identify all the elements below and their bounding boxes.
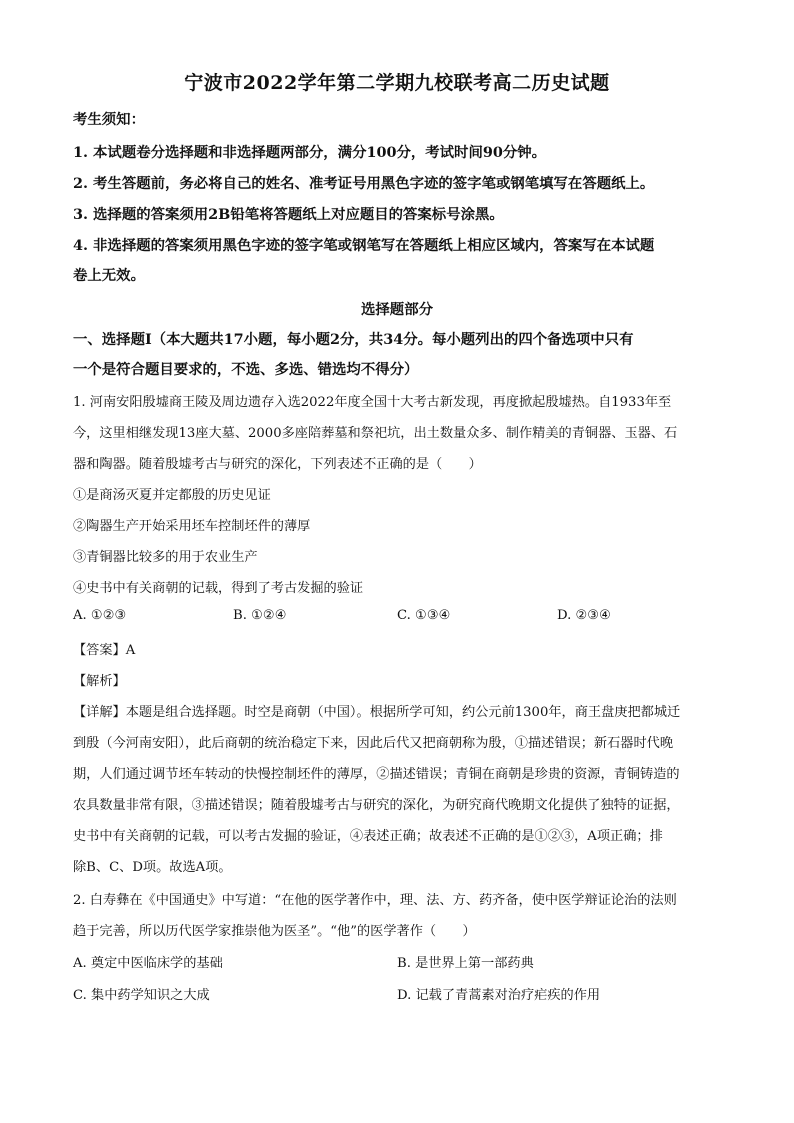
q2-stem-line: 趋于完善，所以历代医学家推崇他为医圣”。“他”的医学著作（ ）: [73, 924, 476, 939]
q1-detail-line: 期，人们通过调节坯车转动的快慢控制坯件的薄厚，②描述错误；青铜在商朝是珍贵的资源，青铜铸造的: [73, 767, 680, 782]
q1-stem-line: 1. 河南安阳殷墟商王陵及周边遗存入选2022年度全国十大考古新发现，再度掀起殷墟热。自1933年至: [73, 395, 672, 410]
exam-title: 宁波市2022学年第二学期九校联考高二历史试题: [184, 72, 610, 94]
q1-option-b: B. ①②④: [233, 608, 287, 623]
notice-item-2: 2. 考生答题前，务必将自己的姓名、准考证号用黑色字迹的签字笔或钢笔填写在答题纸上。: [73, 175, 655, 192]
q1-statement-4: ④史书中有关商朝的记载，得到了考古发掘的验证: [73, 581, 364, 596]
q1-statement-3: ③青铜器比较多的用于农业生产: [73, 550, 258, 565]
q1-detail-line: 史书中有关商朝的记载，可以考古发掘的验证，④表述正确；故表述不正确的是①②③，A项正确；排: [73, 829, 663, 844]
q1-stem-line: 器和陶器。随着殷墟考古与研究的深化，下列表述不正确的是（ ）: [73, 457, 482, 472]
part1-instructions: 一、选择题Ⅰ（本大题共17小题，每小题2分，共34分。每小题列出的四个备选项中只有: [73, 331, 634, 348]
notice-item-4-cont: 卷上无效。: [73, 267, 145, 284]
q1-detail-line: 到殷（今河南安阳），此后商朝的统治稳定下来，因此后代又把商朝称为殷，①描述错误；新石器时代晚: [73, 736, 674, 751]
q1-analysis-label: 【解析】: [73, 674, 126, 689]
part1-instructions-cont: 一个是符合题目要求的，不选、多选、错选均不得分）: [73, 361, 419, 378]
notice-item-1: 1. 本试题卷分选择题和非选择题两部分，满分100分，考试时间90分钟。: [73, 144, 547, 161]
notice-header: 考生须知：: [73, 111, 145, 128]
q2-option-d: D. 记载了青蒿素对治疗疟疾的作用: [397, 988, 601, 1003]
q2-stem-line: 2. 白寿彝在《中国通史》中写道：“在他的医学著作中，理、法、方、药齐备，使中医学辩证论治的法则: [73, 893, 677, 908]
q1-option-c: C. ①③④: [397, 608, 451, 623]
answer-label: 【答案】: [73, 643, 126, 658]
q1-detail-line: 【详解】本题是组合选择题。时空是商朝（中国）。根据所学可知，约公元前1300年，商王盘庚把都城迁: [73, 705, 681, 720]
q2-option-c: C. 集中药学知识之大成: [73, 988, 210, 1003]
q1-statement-2: ②陶器生产开始采用坯车控制坯件的薄厚: [73, 519, 311, 534]
q1-option-d: D. ②③④: [557, 608, 611, 623]
notice-item-4: 4. 非选择题的答案须用黑色字迹的签字笔或钢笔写在答题纸上相应区域内，答案写在本试题: [73, 237, 655, 254]
q1-option-a: A. ①②③: [73, 608, 127, 623]
section-title: 选择题部分: [361, 301, 433, 318]
q1-stem-line: 今，这里相继发现13座大墓、2000多座陪葬墓和祭祀坑，出土数量众多、制作精美的青铜器、玉器、石: [73, 426, 678, 441]
q1-statement-1: ①是商汤灭夏并定都殷的历史见证: [73, 488, 271, 503]
q1-answer: [73, 639, 733, 658]
q1-detail-line: 农具数量非常有限，③描述错误；随着殷墟考古与研究的深化，为研究商代晚期文化提供了独特的证据，: [73, 798, 680, 813]
notice-item-3: 3. 选择题的答案须用2B铅笔将答题纸上对应题目的答案标号涂黑。: [73, 206, 504, 223]
q2-option-a: A. 奠定中医临床学的基础: [73, 956, 223, 971]
q2-option-b: B. 是世界上第一部药典: [397, 956, 534, 971]
answer-value: A: [125, 643, 136, 658]
q1-detail-line: 除B、C、D项。故选A项。: [73, 860, 232, 875]
